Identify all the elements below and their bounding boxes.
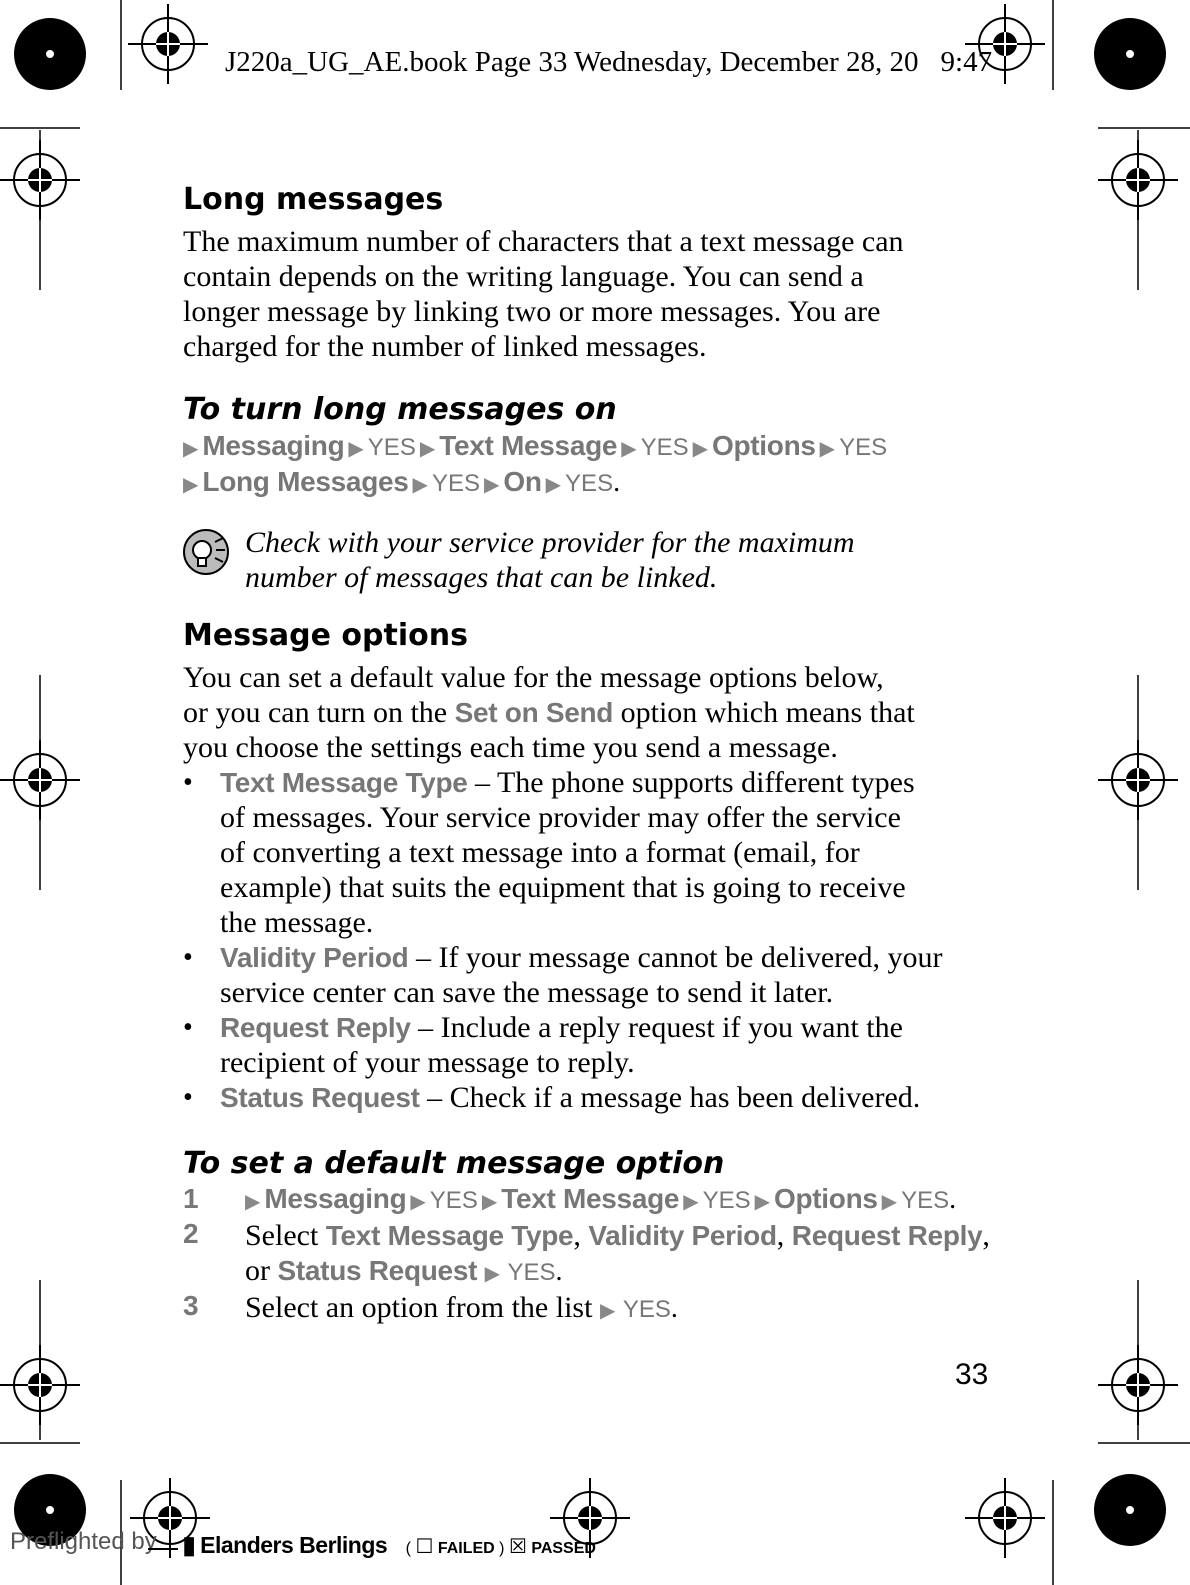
text-segment: Select [245,1219,326,1252]
arrow-icon: ▶ [348,436,364,460]
checkbox-checked-icon: ☒ [508,1536,527,1558]
company-name: Elanders Berlings [200,1532,388,1558]
paragraph-line: of converting a text message into a format (email, for [220,836,860,869]
text-segment: – Include a reply request if you want the [410,1011,903,1044]
arrow-icon: ▶ [410,1189,426,1213]
step-number: 3 [183,1290,199,1321]
text-segment: Select an option from the list [245,1291,600,1324]
menu-term: Request Reply [791,1220,983,1251]
dash-line [148,1548,178,1550]
paren: ( [405,1540,411,1557]
menu-term: Validity Period [220,942,409,973]
arrow-icon: ▶ [692,436,708,460]
preflight-stamp [148,1531,596,1560]
long-messages-paragraph [183,224,904,364]
paragraph-line [220,940,942,975]
paragraph-line [183,695,915,730]
heading-turn-long-messages-on: To turn long messages on [183,392,617,427]
period: . [670,1293,678,1324]
bullet: • [183,767,193,798]
checkbox-empty-icon: ☐ [415,1536,434,1558]
list-item [183,1010,942,1080]
list-item [183,765,942,940]
paragraph-line [220,1080,942,1115]
paragraph-line: longer message by linking two or more messages. You are [183,295,881,328]
text-segment: or you can turn on the [183,696,455,729]
menu-path-row-2 [183,466,620,499]
bullet: • [183,942,193,973]
period: . [613,467,621,498]
text-segment: – If your message cannot be delivered, your [408,941,943,974]
text-segment: – Check if a message has been delivered. [419,1081,921,1114]
arrow-icon: ▶ [484,1261,501,1285]
arrow-icon: ▶ [683,1189,699,1213]
menu-term: Status Request [220,1082,420,1113]
lightbulb-tip-icon [182,528,234,578]
preflight-label: Preflighted by [10,1528,157,1555]
period: . [555,1256,563,1287]
arrow-icon: ▶ [481,1189,498,1213]
arrow-icon: ▶ [419,436,436,460]
yes-key: YES [431,470,480,497]
text-segment: option which means that [613,696,915,729]
note-line: Check with your service provider for the maximum [245,526,855,559]
menu-term: Long Messages [202,466,409,497]
paragraph-line: recipient of your message to reply. [220,1046,635,1079]
menu-term: Messaging [264,1183,407,1214]
message-options-intro [183,660,915,765]
menu-term: Status Request [277,1255,478,1286]
menu-path-row-1 [183,430,887,462]
bullet: • [183,1012,193,1043]
text-segment: or [245,1254,278,1287]
step-number: 2 [183,1218,199,1249]
menu-term: Text Message [501,1183,680,1214]
menu-term: On [503,466,542,497]
heading-message-options: Message options [183,618,468,653]
yes-key: YES [429,1187,478,1214]
paragraph-line: contain depends on the writing language. You can send a [183,260,864,293]
paragraph-line: You can set a default value for the message options below, [183,661,884,694]
message-options-list [183,765,942,1115]
paragraph-line: you choose the settings each time you send a message. [183,731,838,764]
paragraph-line: service center can save the message to send it later. [220,976,834,1009]
arrow-icon: ▶ [183,436,199,460]
list-item [183,940,942,1010]
yes-key: YES [839,434,888,461]
paragraph-line: the message. [220,906,374,939]
arrow-icon: ▶ [412,472,428,496]
arrow-icon: ▶ [483,472,500,496]
arrow-icon: ▶ [545,472,562,496]
passed-label: PASSED [531,1540,596,1557]
menu-term: Validity Period [588,1220,777,1251]
elanders-logo-icon: ▮ [182,1532,196,1559]
yes-key: YES [702,1187,751,1214]
period: . [949,1184,957,1215]
menu-term: Request Reply [220,1012,411,1043]
page-number: 33 [955,1358,989,1391]
header-time: 9:47 [940,46,993,78]
bullet: • [183,1082,193,1113]
menu-term: Text Message [439,430,618,461]
yes-key: YES [507,1259,556,1286]
arrow-icon: ▶ [599,1298,616,1322]
tip-note [245,525,855,595]
menu-term: Text Message Type [220,767,468,798]
yes-key: YES [622,1296,671,1323]
note-line: number of messages that can be linked. [245,561,718,594]
yes-key: YES [367,434,416,461]
menu-term: Set on Send [454,697,614,728]
paragraph-line: charged for the number of linked messages. [183,330,707,363]
yes-key: YES [640,434,689,461]
menu-term: Options [712,430,816,461]
header-text: J220a_UG_AE.book Page 33 Wednesday, December 28, 20 [225,46,919,78]
paragraph-line: The maximum number of characters that a text message can [183,225,904,258]
paragraph-line [220,1010,942,1045]
failed-label: FAILED [437,1540,495,1557]
arrow-icon: ▶ [621,436,637,460]
heading-long-messages: Long messages [183,182,444,217]
book-header [225,46,992,79]
arrow-icon: ▶ [245,1189,261,1213]
paragraph-line [220,765,942,800]
paren: ) [499,1540,505,1557]
yes-key: YES [901,1187,950,1214]
arrow-icon: ▶ [881,1189,898,1213]
paragraph-line: example) that suits the equipment that is going to receive [220,871,906,904]
step-number: 1 [183,1183,199,1214]
arrow-icon: ▶ [754,1189,770,1213]
menu-term: Options [774,1183,878,1214]
arrow-icon: ▶ [819,436,836,460]
menu-term: Messaging [202,430,345,461]
list-item [183,1080,942,1115]
menu-term: Text Message Type [325,1220,574,1251]
text-segment: – The phone supports different types [467,766,915,799]
step-2: 2 Select Text Message Type, Validity Period, Request Reply, or Status Request ▶ YES. [183,1218,990,1287]
heading-set-default-option: To set a default message option [183,1146,725,1181]
yes-key: YES [565,470,614,497]
paragraph-line: of messages. Your service provider may offer the service [220,801,901,834]
arrow-icon: ▶ [183,472,199,496]
